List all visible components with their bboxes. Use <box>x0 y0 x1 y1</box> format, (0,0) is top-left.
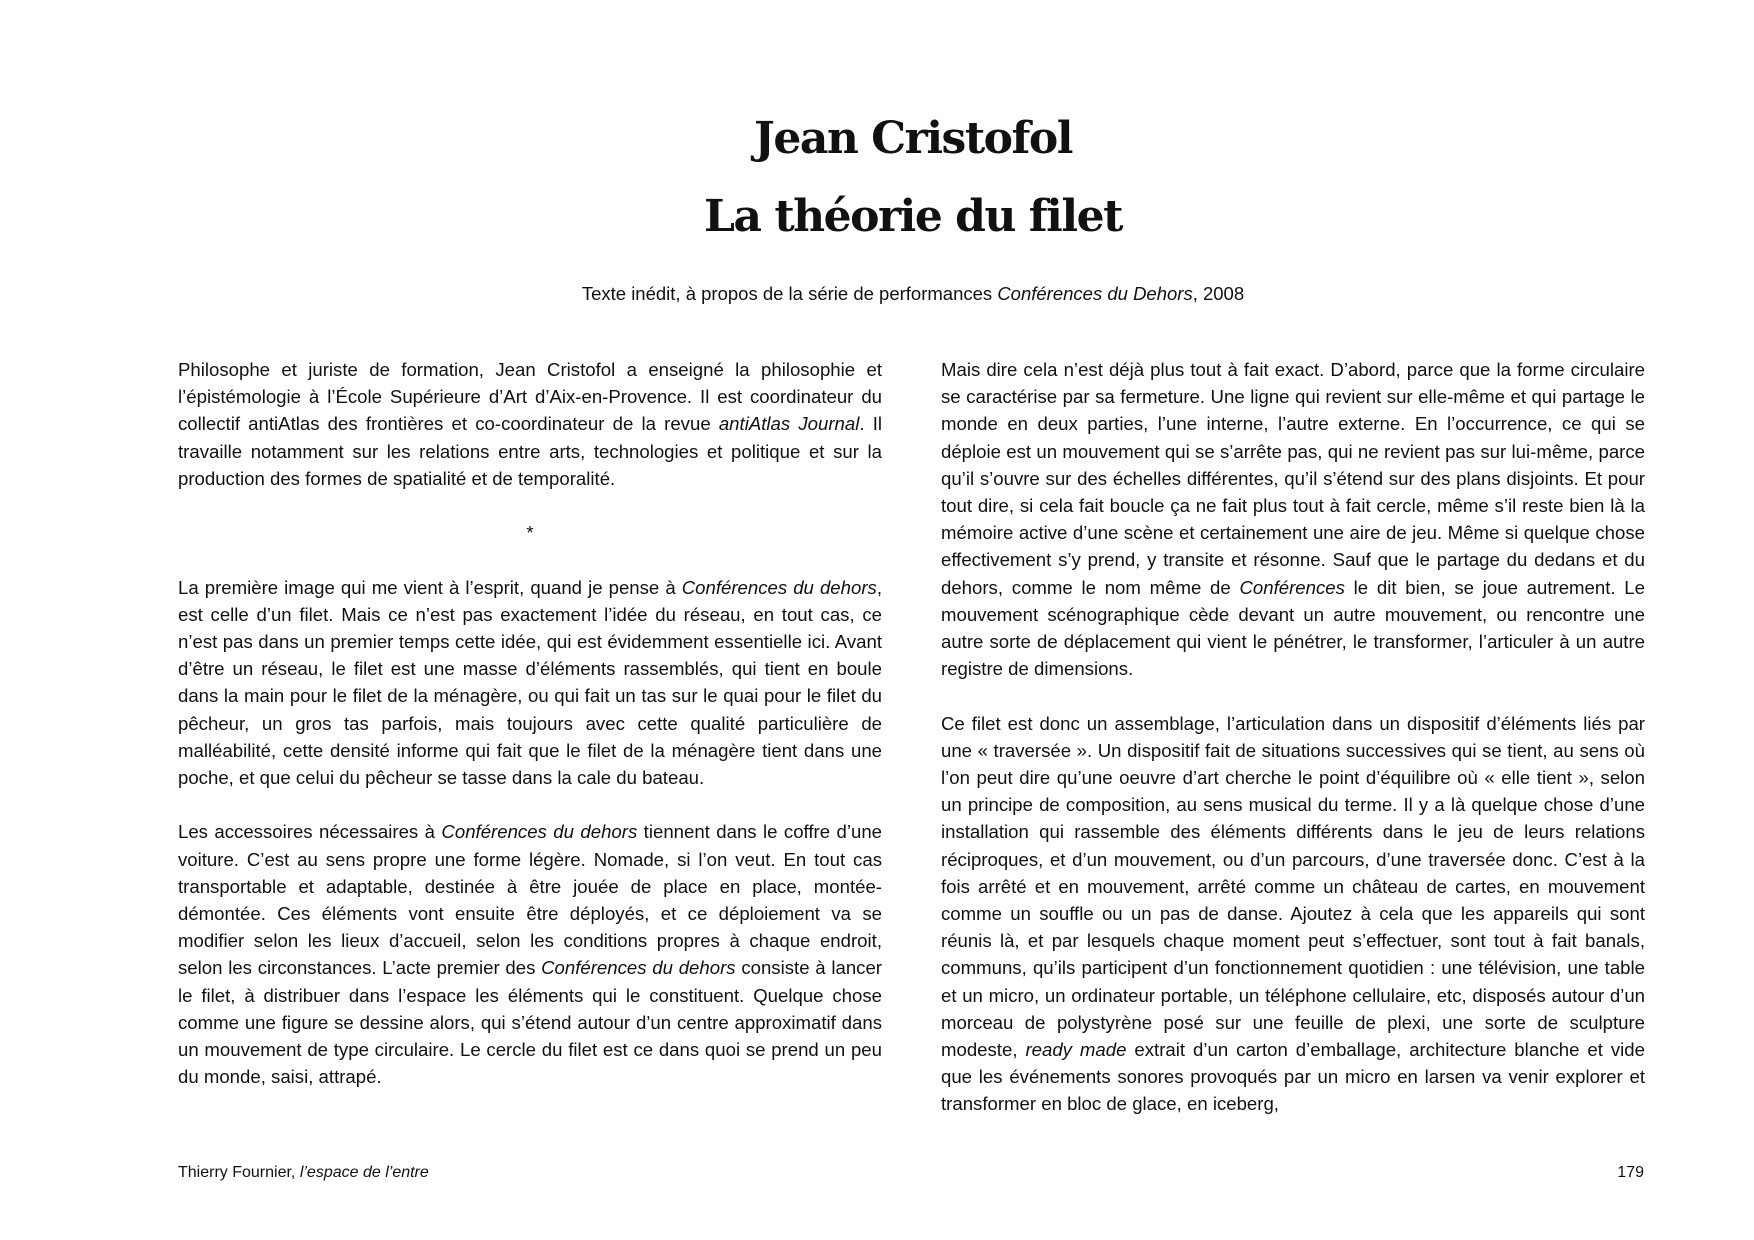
subtitle-work-title: Conférences du Dehors <box>997 283 1193 304</box>
subtitle-year: , 2008 <box>1192 283 1245 304</box>
ready-made-term: ready made <box>1025 1039 1127 1061</box>
work-title: Conférences du dehors <box>441 821 638 843</box>
paragraph-text: le dit bien, se joue autrement. Le mouvement scénographique cède devant un autre mouvement, ou rencontre une autre sorte de déplacement qui vient le pénétrer, le transformer, l’articuler à un autre registre de dimensions. <box>941 576 1645 680</box>
running-footer <box>178 1162 429 1184</box>
author-name: Jean Cristofol <box>754 113 1072 164</box>
page-number: 179 <box>1617 1164 1644 1181</box>
bio-text: Philosophe et juriste de formation, Jean Cristofol a enseigné la philosophie et l’épistémologie à l’École Supérieure d’Art d’Aix-en-Provence. Il est coordinateur du collectif antiAtlas des frontières et co-coordinateur de la revue <box>178 359 882 435</box>
paragraph-text: consiste à lancer le filet, à distribuer dans l’espace les éléments qui le constituent. Quelque chose comme une figure se dessine alors, qui s’étend autour d’un centre approximatif dans un mouvement de type circulaire. Le cercle du filet est ce dans quoi se prend un peu du monde, saisi, attrapé. <box>178 957 883 1088</box>
article-title: La théorie du filet <box>704 191 1122 242</box>
paragraph-text: , est celle d’un filet. Mais ce n’est pas exactement l’idée du réseau, en tout cas, ce n’est pas dans un premier temps cette idée, qui est évidemment essentielle ici. Avant d’être un réseau, le filet est une masse d’éléments rassemblés, qui tient en boule dans la main pour le filet de la ménagère, ou qui fait un tas sur le quai pour le filet du pêcheur, un gros tas parfois, mais toujours avec cette qualité particulière de malléabilité, cette densité informe qui fait que le filet de la ménagère tient dans une poche, et que celui du pêcheur se tasse dans la cale du bateau. <box>178 576 882 789</box>
work-title: Conférences du dehors <box>541 957 736 979</box>
paragraph <box>941 710 1645 1118</box>
footer-author: Thierry Fournier, <box>178 1164 300 1181</box>
work-title: Conférences <box>1239 576 1345 598</box>
section-separator: * <box>526 522 534 544</box>
paragraph-text: Ce filet est donc un assemblage, l’articulation dans un dispositif d’éléments liés par une « traversée ». Un dispositif fait de situations successives qui se tient, au sens où l’on peut dire qu’une oeuvre d’art cherche le point d’équilibre où « elle tient », selon un principe de composition, au sens musical du terme. Il y a là quelque chose d’une installation qui rassemble des éléments différents dans le jeu de leurs relations réciproques, et d’un mouvement, ou d’un parcours, d’une traversée donc. C’est à la fois arrêté et en mouvement, arrêté comme un château de cartes, en mouvement comme un souffle ou un pas de danse. Ajoutez à cela que les appareils qui sont réunis là, et par lesquels chaque moment peut s’effectuer, sont tout à fait banals, communs, qu’ils participent d’un fonctionnement quotidien : une télévision, une table et un micro, un ordinateur portable, un téléphone cellulaire, etc, disposés autour d’un morceau de polystyrène posé sur une feuille de plexi, une sorte de sculpture modeste, <box>941 712 1645 1061</box>
author-bio <box>178 356 882 492</box>
paragraph-text: Mais dire cela n’est déjà plus tout à fait exact. D’abord, parce que la forme circulaire se caractérise par sa fermeture. Une ligne qui revient sur elle-même et qui partage le monde en deux parties, l’une interne, l’autre externe. En l’occurrence, ce qui se déploie est un mouvement qui se s’arrête pas, qui ne revient pas sur lui-même, parce qu’il s’ouvre sur des échelles différentes, qu’il s’étend sur des plans disjoints. Et pour tout dire, si cela fait boucle ça ne fait plus tout à fait cercle, même s’il reste bien là la mémoire active d’une scène et certainement une aire de jeu. Même si quelque chose effectivement s’y prend, y transite et résonne. Sauf que le partage du dedans et du dehors, comme le nom même de <box>941 359 1645 598</box>
paragraph-text: extrait d’un carton d’emballage, architecture blanche et vide que les événements sonores provoqués par un micro en larsen va venir explorer et transformer en bloc de glace, en iceberg, <box>941 1039 1645 1115</box>
paragraph <box>178 818 882 1090</box>
paragraph-text: La première image qui me vient à l’esprit, quand je pense à <box>178 576 682 598</box>
work-title: Conférences du dehors <box>681 576 877 598</box>
bio-text: . Il travaille notamment sur les relations entre arts, technologies et politique et sur la production des formes de spatialité et de temporalité. <box>178 413 882 489</box>
article-header <box>0 100 1754 306</box>
right-column <box>941 356 1645 1118</box>
left-column <box>178 356 882 1090</box>
paragraph <box>178 574 882 792</box>
paragraph-text: tiennent dans le coffre d’une voiture. C’est au sens propre une forme légère. Nomade, si l’on veut. En tout cas transportable et adaptable, destinée à être jouée de place en place, montée-démontée. Ces éléments vont ensuite être déployés, et ce déploiement va se modifier selon les lieux d’accueil, selon les conditions propres à chaque endroit, selon les circonstances. L’acte premier des <box>178 821 883 979</box>
subtitle-text: Texte inédit, à propos de la série de performances <box>581 283 998 304</box>
paragraph-text: Les accessoires nécessaires à <box>178 821 442 843</box>
footer-book-title: l’espace de l’entre <box>299 1164 429 1181</box>
article-subtitle <box>0 282 1754 306</box>
paragraph <box>941 356 1645 682</box>
bio-journal-title: antiAtlas Journal <box>718 413 860 435</box>
